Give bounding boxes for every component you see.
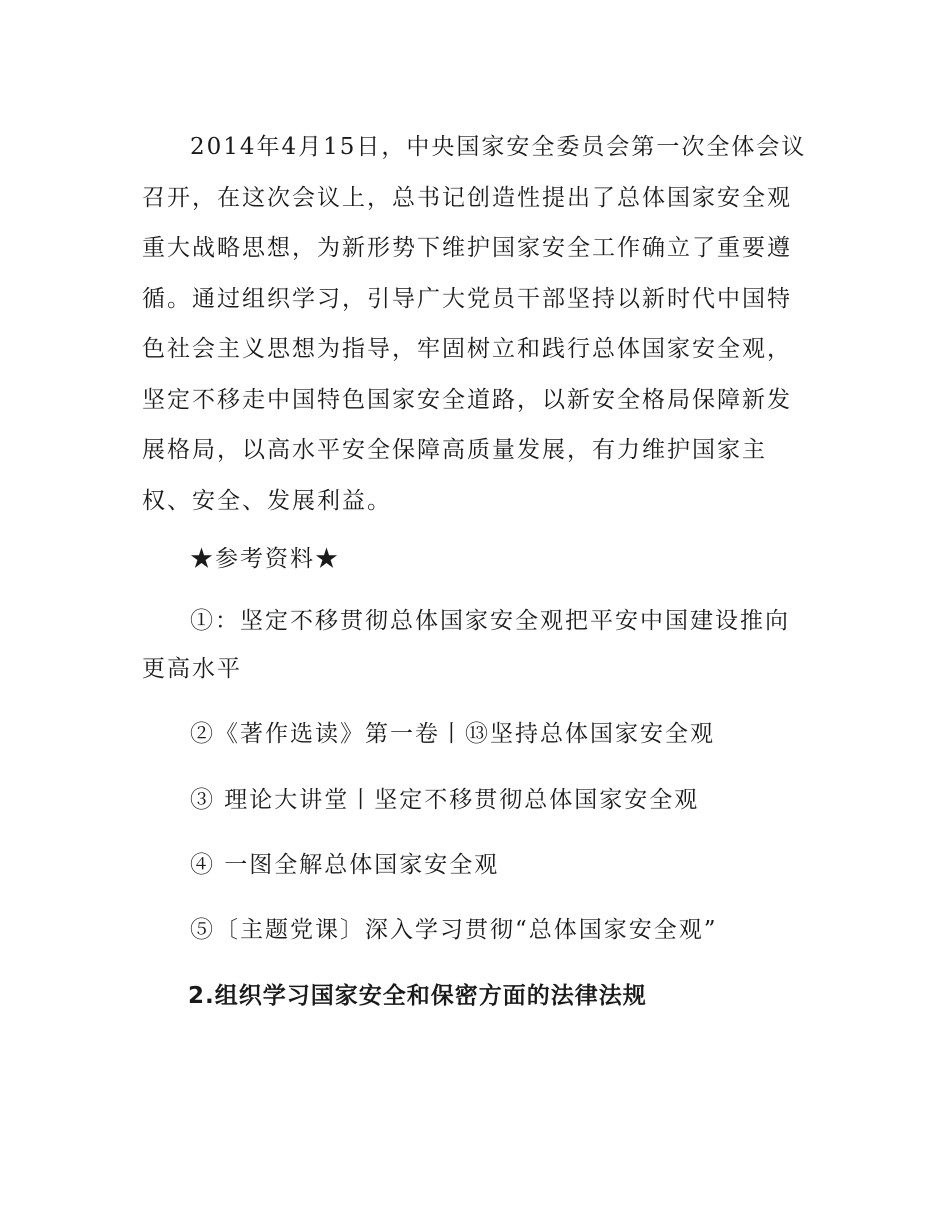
reference-item-4: ④ 一图全解总体国家安全观 [190, 852, 500, 878]
reference-item-2: ②《著作选读》第一卷丨⑬坚持总体国家安全观 [190, 721, 715, 747]
intro-paragraph: 2014年4月15日，中央国家安全委员会第一次全体会议召开，在这次会议上，总书记创造性提出了总体国家安全观重大战略思想，为新形势下维护国家安全工作确立了重要遵循。通过组织学习，引导广大党员干部坚持以新时代中国特色社会主义思想为指导，牢固树立和践行总体国家安全观，坚定不移走中国特色国家安全道路，以新安全格局保障新发展格局，以高水平安全保障高质量发展，有力维护国家主权、安全、发展利益。 [142, 134, 807, 514]
reference-item-5: ⑤〔主题党课〕深入学习贯彻“总体国家安全观” [190, 917, 718, 943]
section-heading: 2.组织学习国家安全和保密方面的法律法规 [188, 983, 647, 1009]
reference-item-3: ③ 理论大讲堂丨坚定不移贯彻总体国家安全观 [190, 787, 700, 813]
references-title: ★参考资料★ [190, 546, 340, 572]
reference-item-1: ①：坚定不移贯彻总体国家安全观把平安中国建设推向更高水平 [142, 608, 790, 682]
